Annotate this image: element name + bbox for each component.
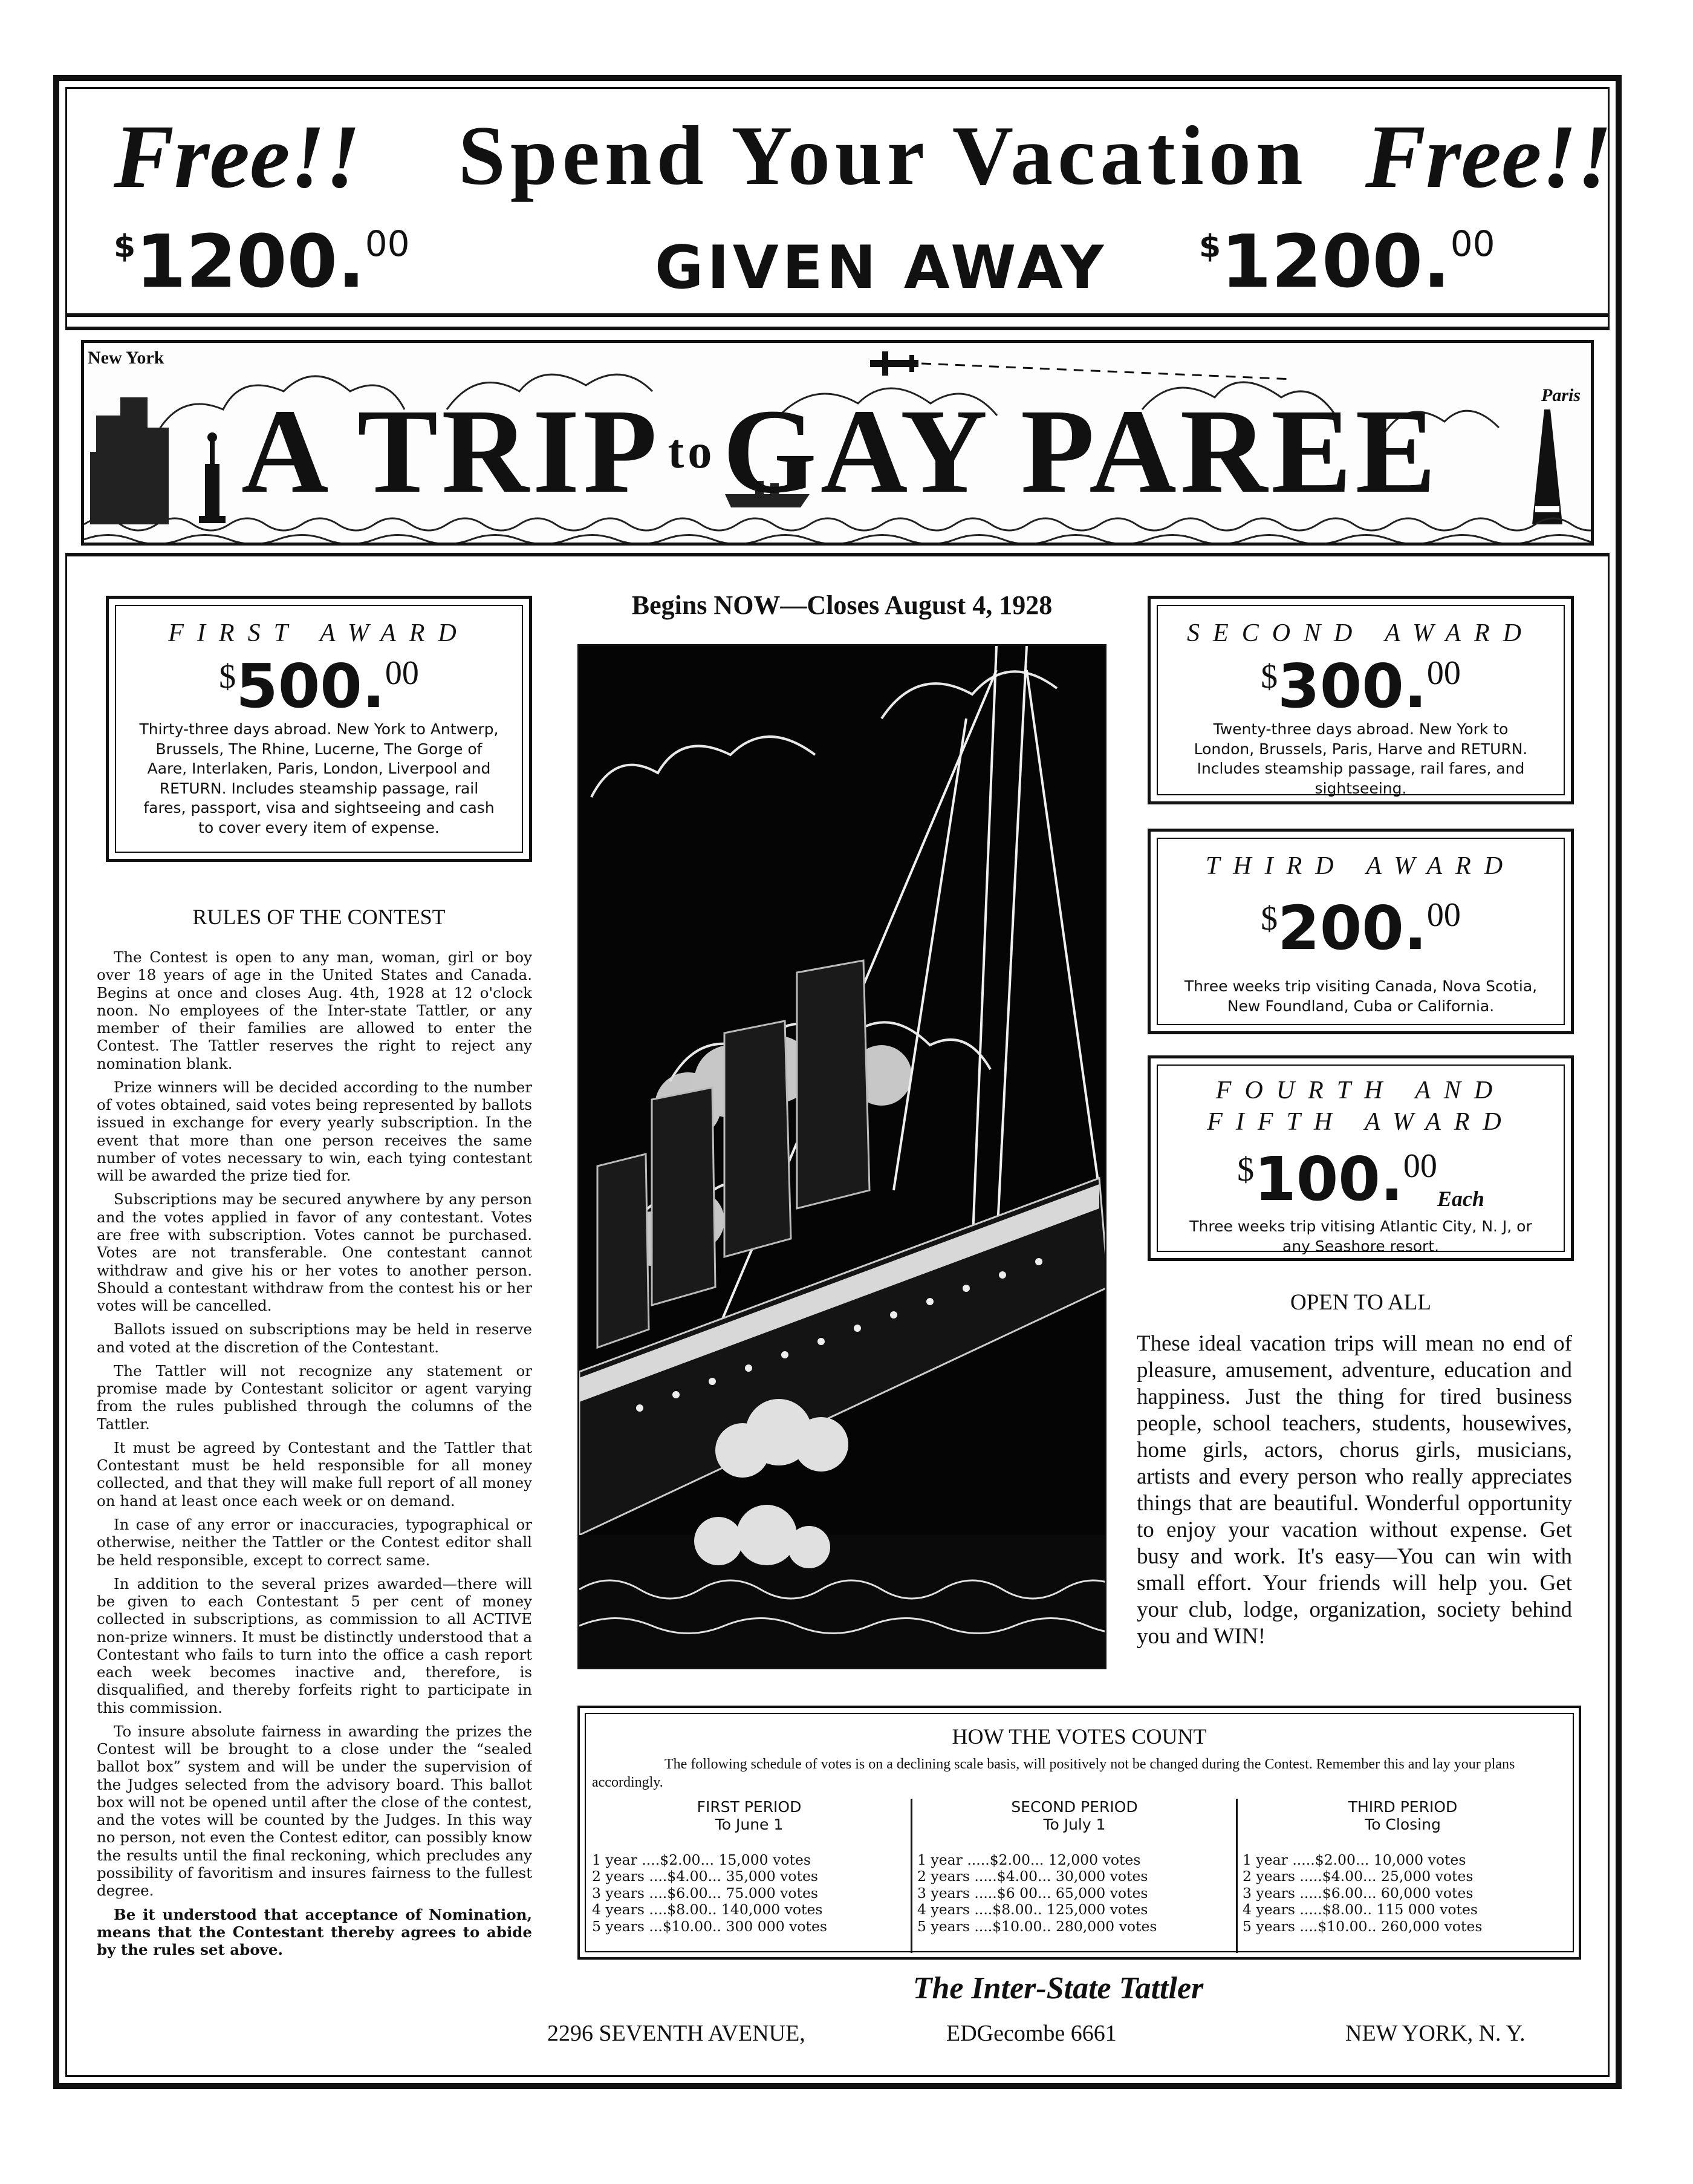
headline: [65, 87, 1613, 317]
vote-row: 2 years .....$4.00... 25,000 votes: [1243, 1868, 1474, 1885]
publication-name: The Inter-State Tattler: [912, 1971, 1204, 2006]
second-award-amount: $300.00: [1261, 651, 1461, 722]
rule-paragraph-final: Be it understood that acceptance of Nomination, means that the Contestant thereby agrees to abide by the rules set above.: [97, 1905, 532, 1959]
rule-paragraph: The Tattler will not recognize any statement or promise made by Contestant solicitor or agent varying from the rules published through the columns of the Tattler.: [97, 1361, 532, 1433]
period-first: FIRST PERIOD To June 1: [697, 1798, 802, 1833]
rule-paragraph: Prize winners will be decided according to the number of votes obtained, said votes being represented by ballots issued in exchange for every yearly subscription. In the event that more than one person receives the same number of votes necessary to win, each tying contestant will be awarded the prize tied for.: [97, 1078, 532, 1185]
vote-row: 2 years ....$4.00... 35,000 votes: [592, 1868, 818, 1885]
period-third-rows: [1243, 1852, 1569, 1935]
period-first-rows: [592, 1852, 906, 1935]
banner-illustration: [81, 340, 1594, 546]
open-to-all-heading: OPEN TO ALL: [1290, 1290, 1431, 1315]
vote-row: 1 year .....$2.00... 12,000 votes: [917, 1851, 1141, 1868]
rule-paragraph: It must be agreed by Contestant and the Tattler that Contestant must be held responsible for all money collected, and that they will make full report of all money on hand at least once each week or on demand.: [97, 1438, 532, 1510]
rules-body: [97, 948, 532, 2052]
period-divider: [1236, 1799, 1238, 1953]
vote-row: 4 years .....$8.00.. 115 000 votes: [1243, 1901, 1478, 1918]
airplane-icon: [870, 351, 918, 376]
vote-row: 3 years ....$6.00... 75.000 votes: [592, 1884, 818, 1902]
third-award-box: [1148, 829, 1574, 1034]
fourth-fifth-award-description: Three weeks trip vitising Atlantic City, N. J, or any Seashore resort.: [1189, 1217, 1532, 1255]
publisher-address: 2296 SEVENTH AVENUE,: [547, 2021, 805, 2046]
rule-paragraph: To insure absolute fairness in awarding the prizes the Contest will be brought to a close under the “sealed ballot box” system and will be under the supervision of the Judges selected from the advisory board. This ballot box will not be opened until after the close of the contest, and the votes will be counted by the Judges. In this way no person, not even the Contest editor, can possibly know the results until the final reckoning, which precludes any possibility of favoritism and insures fairness to the fullest degree.: [97, 1722, 532, 1900]
vote-row: 1 year ....$2.00... 15,000 votes: [592, 1851, 811, 1868]
fourth-award-title-line2: FIFTH AWARD: [1207, 1108, 1515, 1136]
banner-title: A TRIP toGAY PAREE: [241, 385, 1440, 518]
vote-row: 5 years ...$10.00.. 300 000 votes: [592, 1917, 827, 1935]
first-award-description: Thirty-three days abroad. New York to Antwerp, Brussels, The Rhine, Lucerne, The Gorge of Aare, Interlaken, Paris, London, Liverpool and RETURN. Includes steamship passage, rail fares, passport, visa and sightseeing and cash to cover every item of expense.: [139, 720, 499, 836]
votes-heading: HOW THE VOTES COUNT: [952, 1724, 1207, 1749]
third-award-amount: $200.00: [1261, 893, 1461, 963]
ocean-liner-illustration: [577, 644, 1106, 1669]
second-award-box: [1148, 596, 1574, 804]
votes-intro: The following schedule of votes is on a declining scale basis, will positively not be changed during the Contest. Remember this and lay your plans accordingly.: [592, 1756, 1515, 1790]
third-award-title: THIRD AWARD: [1205, 852, 1516, 880]
vote-row: 4 years ....$8.00.. 140,000 votes: [592, 1901, 823, 1918]
third-award-description: Three weeks trip visiting Canada, Nova Scotia, New Foundland, Cuba or California.: [1184, 977, 1538, 1015]
publisher-city: NEW YORK, N. Y.: [1345, 2021, 1526, 2046]
vote-row: 3 years .....$6.00... 60,000 votes: [1243, 1884, 1474, 1902]
prize-total-left: $1200.00: [114, 220, 410, 304]
fourth-fifth-award-box: [1148, 1055, 1574, 1261]
fourth-fifth-award-amount: $100.00Each: [1237, 1144, 1484, 1214]
period-second-rows: [917, 1852, 1232, 1935]
rule-paragraph: Ballots issued on subscriptions may be held in reserve and voted at the discretion of the Contestant.: [97, 1320, 532, 1356]
trip-banner: [65, 327, 1610, 556]
rule-paragraph: Subscriptions may be secured anywhere by any person and the votes applied in favor of any contestant. Votes are free with subscription. Votes cannot be purchased. Votes are not transferable. One contestant cannot withdraw and give his or her votes to another person. Should a contestant withdraw from the contest his or her votes will be cancelled.: [97, 1190, 532, 1315]
rule-paragraph: In case of any error or inaccuracies, typographical or otherwise, neither the Tattler or the Contest editor shall be held responsible, except to correct same.: [97, 1515, 532, 1569]
vote-row: 1 year .....$2.00... 10,000 votes: [1243, 1851, 1466, 1868]
period-third: THIRD PERIOD To Closing: [1348, 1798, 1458, 1833]
headline-spend: Spend Your Vacation: [458, 109, 1308, 203]
vote-row: 3 years .....$6 00... 65,000 votes: [917, 1884, 1148, 1902]
given-away: GIVEN AWAY: [655, 233, 1108, 302]
free-right: Free!!: [1365, 106, 1613, 207]
votes-schedule-box: [577, 1706, 1581, 1960]
period-divider: [911, 1799, 912, 1953]
vote-row: 2 years .....$4.00... 30,000 votes: [917, 1868, 1148, 1885]
open-to-all-text: These ideal vacation trips will mean no end of pleasure, amusement, adventure, education and happiness. Just the thing for tired business people, school teachers, students, housewives, home girls, actors, chorus girls, musicians, artists and every person who really appreciates things that are beautiful. Wonderful opportunity to enjoy your vacation without expense. Get busy and work. It's easy—You can win with small effort. Your friends will help you. Get your club, lodge, organization, society behind you and WIN!: [1137, 1331, 1572, 1649]
second-award-description: Twenty-three days abroad. New York to London, Brussels, Paris, Harve and RETURN. Includes steamship passage, rail fares, and sightseeing.: [1194, 720, 1528, 797]
second-award-title: SECOND AWARD: [1187, 619, 1535, 647]
contest-dates: Begins NOW—Closes August 4, 1928: [631, 590, 1053, 620]
vote-row: 5 years ....$10.00.. 260,000 votes: [1243, 1917, 1483, 1935]
new-york-label: New York: [88, 348, 164, 368]
fourth-award-title-line1: FOURTH AND: [1215, 1077, 1506, 1104]
first-award-box: [106, 596, 532, 862]
vote-row: 4 years ....$8.00.. 125,000 votes: [917, 1901, 1148, 1918]
first-award-amount: $500.00: [219, 651, 419, 722]
vote-row: 5 years ....$10.00.. 280,000 votes: [917, 1917, 1157, 1935]
rule-paragraph: In addition to the several prizes awarded—there will be given to each Contestant 5 per cent of money collected in subscriptions, as commission to all ACTIVE non-prize winners. It must be distinctly understood that a Contestant who fails to turn into the office a cash report each week becomes inactive and, therefore, is disqualified, and thereby forfeits right to participate in this commission.: [97, 1574, 532, 1716]
rules-heading: RULES OF THE CONTEST: [192, 905, 446, 929]
rule-paragraph: The Contest is open to any man, woman, girl or boy over 18 years of age in the United States and Canada. Begins at once and closes Aug. 4th, 1928 at 12 o'clock noon. No employees of the Inter-state Tattler, or any member of their families are allowed to enter the Contest. The Tattler reserves the right to reject any nomination blank.: [97, 948, 532, 1072]
first-award-title: FIRST AWARD: [168, 619, 470, 647]
paris-label: Paris: [1541, 385, 1581, 405]
prize-total-right: $1200.00: [1199, 220, 1495, 304]
publisher-phone: EDGecombe 6661: [946, 2021, 1117, 2046]
ocean-liner-picture: [579, 646, 1106, 1669]
period-second: SECOND PERIOD To July 1: [1011, 1798, 1138, 1833]
free-left: Free!!: [114, 106, 361, 207]
